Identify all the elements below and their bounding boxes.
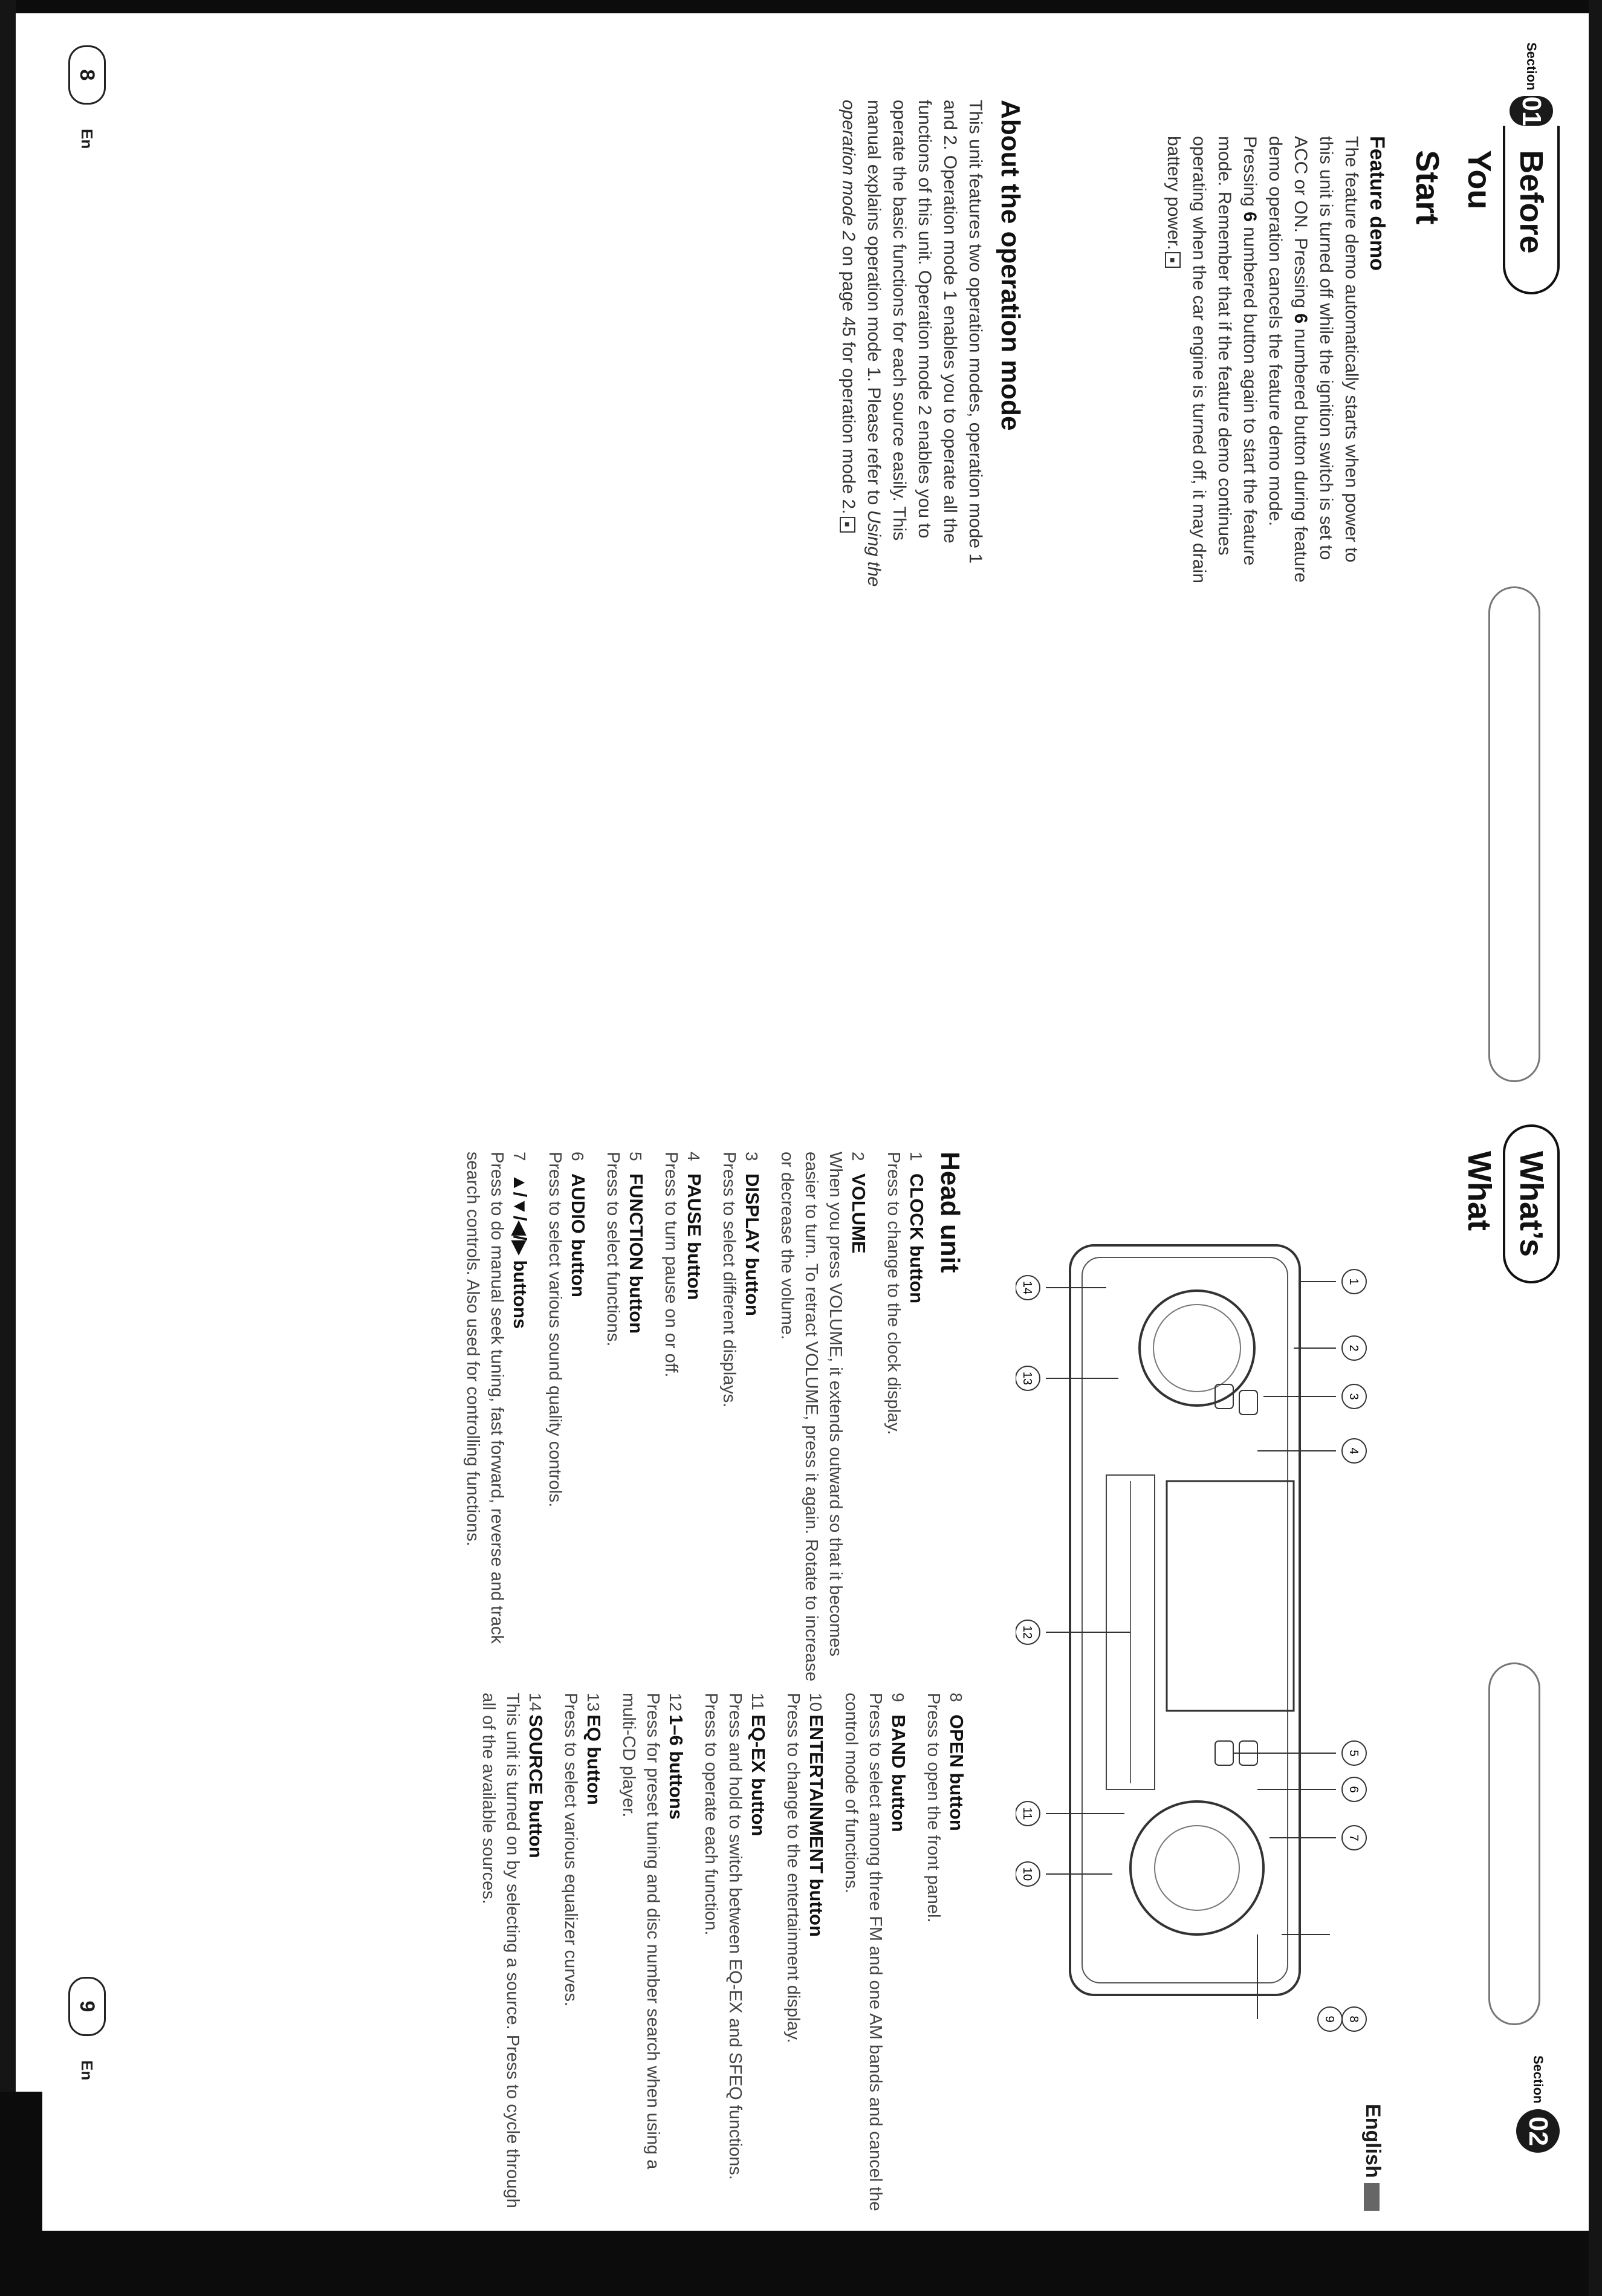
callout-label: 6 — [1347, 1786, 1360, 1793]
feature-demo-heading: Feature demo — [1366, 136, 1389, 271]
callout-label: 11 — [1020, 1807, 1034, 1820]
callout-label: 3 — [1347, 1393, 1360, 1400]
function-button-shape — [1215, 1741, 1233, 1765]
item-title: SOURCE button — [525, 1714, 546, 1858]
callout-label: 5 — [1347, 1750, 1360, 1757]
page-lang: En — [78, 2060, 97, 2081]
head-unit-faceplate — [1082, 1257, 1288, 1983]
item-title: EQ button — [583, 1714, 605, 1805]
section-label: Section — [1531, 2055, 1546, 2104]
item-title: 1–6 buttons — [666, 1714, 687, 1820]
section-header-02-badge — [1516, 2055, 1560, 2153]
display-window — [1167, 1481, 1294, 1711]
language-tab — [1361, 2104, 1384, 2211]
item-number: 3 — [742, 1152, 761, 1161]
feature-demo-body: The feature demo automatically starts when power to this unit is turned off while the ignition switch is set to ACC or ON. Pressing 6 numbered button during feature demo operation cancels the feature demo mode. Pressing 6 numbered button again to start the feature mode. Remember that if the feature demo continues operating when the car engine is turned off, it may drain battery power.■ — [1164, 136, 1361, 583]
item-description: Press to select various equalizer curves. — [561, 1693, 580, 2006]
scan-edge-top — [0, 0, 1602, 13]
end-mark-icon: ■ — [840, 517, 855, 533]
callout-label: 9 — [1323, 2015, 1336, 2023]
multi-control-inner — [1155, 1826, 1239, 1910]
item-description: Press to change to the entertainment display. — [783, 1693, 803, 2043]
scan-edge-left — [0, 0, 16, 2296]
head-unit-item — [775, 1152, 869, 1684]
item-description: Press to select different displays. — [719, 1152, 739, 1408]
item-title: ENTERTAINMENT button — [806, 1714, 827, 1937]
item-number: 10 — [806, 1693, 825, 1712]
page-number-9 — [68, 1977, 106, 2080]
item-number: 13 — [584, 1693, 603, 1712]
end-mark-icon: ■ — [1165, 252, 1181, 268]
head-unit-item — [601, 1152, 647, 1684]
page-number: 9 — [68, 1977, 106, 2036]
decorative-tab — [1488, 586, 1540, 1082]
item-description: Press to select various sound quality controls. — [545, 1152, 565, 1508]
head-unit-item — [543, 1152, 589, 1684]
item-description: Press to open the front panel. — [924, 1693, 943, 1923]
item-number: 1 — [907, 1152, 926, 1161]
section-number-badge: 02 — [1516, 2109, 1560, 2153]
item-description: Press to turn pause on or off. — [661, 1152, 681, 1378]
callout-label: 4 — [1347, 1447, 1360, 1454]
operation-mode-body: This unit features two operation modes, operation mode 1 and 2. Operation mode 1 enables you to operate all the functions of this unit. Operation mode 2 enables you to operate the basic functions for each source easily. This manual explains operation mode 1. Please refer to Using the operation mode 2 on page 45 for operation mode 2.■ — [838, 100, 985, 587]
page-lang: En — [78, 129, 97, 149]
section-label: Section — [1524, 42, 1539, 91]
item-number: 11 — [748, 1693, 767, 1711]
item-description: Press for preset tuning and disc number search when using a multi-CD player. — [619, 1693, 663, 2170]
page-number: 8 — [68, 45, 106, 105]
item-number: 12 — [666, 1693, 685, 1712]
item-title: VOLUME — [848, 1173, 869, 1254]
item-description: Press to do manual seek tuning, fast forward, reverse and track search controls. Also used for controlling functions. — [463, 1152, 507, 1644]
callout-label: 8 — [1347, 2015, 1360, 2023]
item-number: 8 — [947, 1693, 965, 1702]
item-description: Press to select among three FM and one AM bands and cancel the control mode of functions. — [842, 1693, 885, 2211]
item-description: Press and hold to switch between EQ-EX and SFEQ functions. Press to operate each function. — [701, 1693, 745, 2180]
volume-knob — [1140, 1291, 1254, 1406]
callout-label: 10 — [1020, 1867, 1034, 1881]
callout-label: 7 — [1347, 1834, 1360, 1841]
item-title: AUDIO button — [568, 1173, 589, 1297]
item-title: CLOCK button — [906, 1173, 927, 1304]
head-unit-item — [881, 1152, 927, 1684]
item-description: Press to select functions. — [603, 1152, 623, 1347]
head-unit-column-2 — [464, 1693, 967, 2213]
operation-mode-heading: About the operation mode — [996, 100, 1025, 431]
item-title: FUNCTION button — [626, 1173, 647, 1334]
decorative-tab — [1488, 1662, 1540, 2025]
section-title: Before You Start — [1503, 126, 1560, 294]
callout-label: 13 — [1020, 1371, 1034, 1386]
callout-label: 1 — [1347, 1278, 1360, 1285]
head-unit-outline — [1070, 1245, 1300, 1995]
volume-knob-ring — [1153, 1305, 1240, 1392]
item-title: BAND button — [888, 1714, 909, 1832]
head-unit-heading: Head unit — [935, 1152, 965, 1273]
operation-mode-section — [832, 100, 1028, 595]
item-number: 6 — [568, 1152, 587, 1161]
head-unit-column-1 — [449, 1152, 967, 1684]
head-unit-item — [699, 1693, 769, 2213]
item-number: 5 — [626, 1152, 645, 1161]
item-number: 7 — [510, 1152, 529, 1161]
section-header-01 — [1409, 42, 1560, 294]
language-marker — [1364, 2183, 1380, 2211]
section-title: What’s What — [1503, 1124, 1560, 1283]
item-number: 14 — [526, 1693, 545, 1712]
scan-edge-bottom — [0, 2231, 1602, 2296]
scan-edge-right — [1589, 0, 1602, 2296]
item-title: EQ-EX button — [748, 1714, 769, 1837]
scan-corner — [0, 2092, 42, 2296]
section-header-02-title — [1461, 1124, 1560, 1283]
callout-label: 14 — [1020, 1280, 1034, 1295]
head-unit-item — [717, 1152, 763, 1684]
head-unit-item — [921, 1693, 967, 2213]
item-title: ▲/▼/◀/▶ buttons — [510, 1173, 531, 1329]
item-description: When you press VOLUME, it extends outward so that it becomes easier to turn. To retract VOLUME, press it again. Rotate to increase or decrease the volume. — [777, 1152, 845, 1682]
head-unit-item — [839, 1693, 909, 2213]
item-description: This unit is turned on by selecting a source. Press to cycle through all of the available sources. — [479, 1693, 522, 2208]
multi-control-dial — [1130, 1801, 1263, 1934]
language-tab-label: English — [1361, 2104, 1384, 2178]
diagram-callouts — [1016, 1270, 1366, 2031]
item-title: OPEN button — [946, 1714, 967, 1831]
item-title: PAUSE button — [684, 1173, 705, 1300]
head-unit-item — [476, 1693, 546, 2213]
pause-button-shape — [1239, 1390, 1257, 1415]
item-number: 4 — [684, 1152, 703, 1161]
display-button-shape — [1215, 1384, 1233, 1409]
callout-label: 2 — [1347, 1344, 1360, 1352]
head-unit-item — [781, 1693, 827, 2213]
head-unit-item — [659, 1152, 705, 1684]
page-number-8 — [68, 45, 106, 149]
head-unit-diagram — [1016, 1209, 1378, 2055]
head-unit-item — [461, 1152, 531, 1684]
callout-label: 12 — [1020, 1625, 1034, 1639]
head-unit-item — [617, 1693, 687, 2213]
item-title: DISPLAY button — [742, 1173, 763, 1316]
head-unit-item — [559, 1693, 605, 2213]
section-number-badge: 01 — [1510, 96, 1553, 126]
feature-demo-section — [1157, 136, 1390, 589]
item-description: Press to change to the clock display. — [884, 1152, 903, 1435]
item-number: 2 — [849, 1152, 867, 1161]
item-number: 9 — [889, 1693, 907, 1702]
